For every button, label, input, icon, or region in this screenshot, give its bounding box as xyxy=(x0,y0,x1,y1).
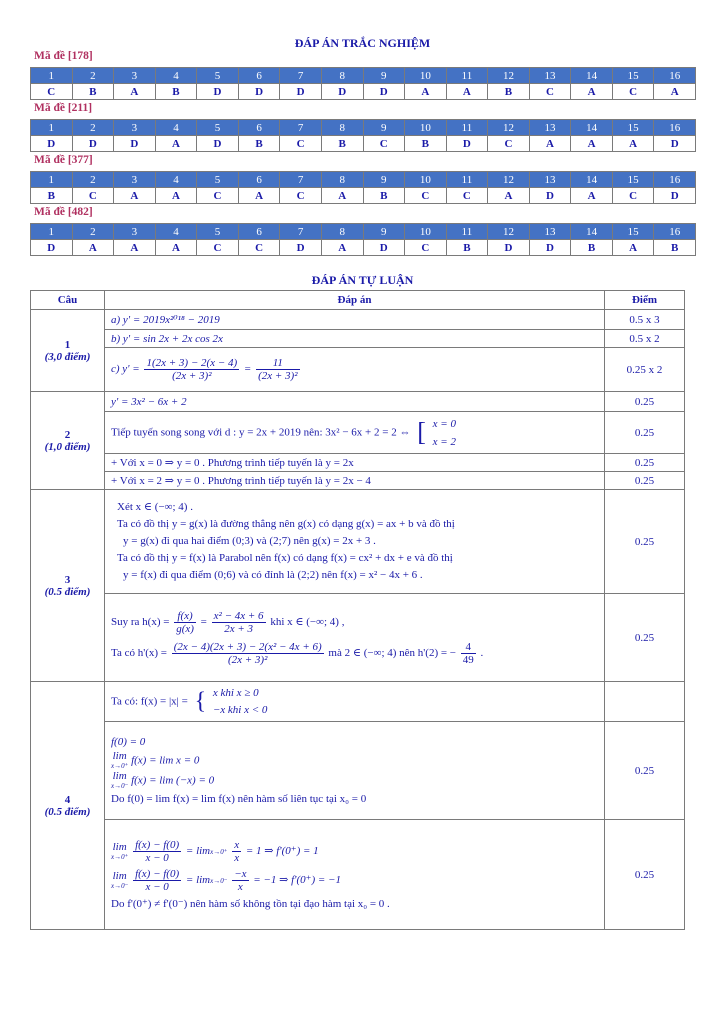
question-number-cell: 12 xyxy=(488,68,530,84)
answer-cell: A xyxy=(321,240,363,256)
answer-cell: A xyxy=(488,188,530,204)
question-number-cell: 15 xyxy=(612,68,654,84)
answer-cell: C xyxy=(529,84,571,100)
question-number-cell: 15 xyxy=(612,120,654,136)
answer-cell: D xyxy=(363,240,405,256)
question-number-cell: 7 xyxy=(280,172,322,188)
question-number-cell: 9 xyxy=(363,172,405,188)
question-number-cell: 5 xyxy=(197,120,239,136)
answer-cell: A xyxy=(571,136,613,152)
answer-cell: A xyxy=(72,240,114,256)
answer-cell: A xyxy=(155,240,197,256)
answer-cell: D xyxy=(238,84,280,100)
question-number-cell: 9 xyxy=(363,68,405,84)
question-number-cell: 2 xyxy=(72,172,114,188)
question-number-cell: 14 xyxy=(571,224,613,240)
answer-cell: B xyxy=(654,240,696,256)
question-number-cell: 14 xyxy=(571,68,613,84)
answer-cell: A xyxy=(114,240,156,256)
question-number-cell: 7 xyxy=(280,224,322,240)
essay-title: ĐÁP ÁN TỰ LUẬN xyxy=(311,273,414,287)
q1-part-a-points: 0.5 x 3 xyxy=(605,310,685,330)
question-number-cell: 13 xyxy=(529,224,571,240)
header-answer: Đáp án xyxy=(105,291,605,310)
answer-cell: B xyxy=(571,240,613,256)
question-number-cell: 7 xyxy=(280,68,322,84)
q2-case-x0-points: 0.25 xyxy=(605,454,685,472)
answer-cell: A xyxy=(155,136,197,152)
question-number-cell: 12 xyxy=(488,224,530,240)
answer-cell: C xyxy=(238,240,280,256)
question-number-cell: 11 xyxy=(446,68,488,84)
question-number-cell: 3 xyxy=(114,68,156,84)
question-number-cell: 16 xyxy=(654,224,696,240)
q4-continuity: f(0) = 0 lim x→0⁺ f(x) = lim x = 0 lim x→0⁻ f(x) = lim (−x) = 0 Do f(0) = lim f(x) = lim f(x) nên hàm số liên tục tại x₀ = 0 xyxy=(105,722,605,820)
question-number-cell: 3 xyxy=(114,224,156,240)
answer-cell: A xyxy=(612,240,654,256)
answer-row xyxy=(31,84,696,100)
question-number-cell: 3 xyxy=(114,172,156,188)
q2-case-x2-points: 0.25 xyxy=(605,472,685,490)
question-number-cell: 6 xyxy=(238,120,280,136)
answer-cell: D xyxy=(114,136,156,152)
q1-part-a: a) y' = 2019x²⁰¹⁸ − 2019 xyxy=(105,310,605,330)
answer-cell: A xyxy=(571,84,613,100)
question-number-cell: 5 xyxy=(197,172,239,188)
question-number-cell: 5 xyxy=(197,224,239,240)
answer-cell: D xyxy=(31,136,73,152)
q4-differentiability: lim x→0⁺ $\frac{f(x) - f(0)}{x - 0}$ = lim x→0⁺ $\frac{x}{x}$ = 1 ⇒ f'(0⁺) = 1 lim x→0⁻ $\frac{f(x) - f(0)}{x - 0}$ = lim x→0⁻ $\frac{-x}{x}$ = −1 ⇒ f'(0⁺) = −1 Do f'(0⁺) ≠ f'(0⁻) nên hàm số không tồn tại đạo hàm tại x₀ = 0 . xyxy=(105,820,605,930)
answer-cell: D xyxy=(363,84,405,100)
answer-cell: D xyxy=(72,136,114,152)
q2-tangent-condition: Tiếp tuyến song song với d : y = 2x + 2019 nên: 3x² − 6x + 2 = 2 ⇔ [ x = 0 x = 2 xyxy=(105,412,605,454)
question-number-cell: 6 xyxy=(238,172,280,188)
answer-cell: A xyxy=(571,188,613,204)
question-number-cell: 10 xyxy=(405,120,447,136)
answer-cell: A xyxy=(405,84,447,100)
q1-part-c-points: 0.25 x 2 xyxy=(605,348,685,392)
answer-cell: C xyxy=(612,84,654,100)
answer-cell: D xyxy=(197,84,239,100)
question-number-cell: 14 xyxy=(571,172,613,188)
answer-cell: D xyxy=(446,136,488,152)
exam-code-label: Mã đề [211] xyxy=(34,102,93,114)
answer-cell: A xyxy=(446,84,488,100)
answer-table xyxy=(30,119,696,152)
q2-tangent-condition-points: 0.25 xyxy=(605,412,685,454)
question-number-cell: 15 xyxy=(612,172,654,188)
question-number-cell: 15 xyxy=(612,224,654,240)
answer-row xyxy=(31,136,696,152)
question-number-cell: 16 xyxy=(654,68,696,84)
answer-row xyxy=(31,188,696,204)
question-number-cell: 6 xyxy=(238,224,280,240)
answer-cell: C xyxy=(31,84,73,100)
q4-differentiability-points: 0.25 xyxy=(605,820,685,930)
q1-part-c: c) y' = $\frac{1(2x + 3) - 2(x - 4)}{\text{(2x + 3)²}}$ = $\frac{11}{\text{(2x + 3)²}}$ xyxy=(105,348,605,392)
q4-definition-points xyxy=(605,682,685,722)
q3-result: Suy ra h(x) = $\frac{f(x)}{g(x)}$ = $\frac{\text{x² − 4x + 6}}{2x + 3}$ khi x ∈ (−∞; 4) , Ta có h'(x) = $\frac{\text{(2x − 4)(2x + 3) − 2(x² − 4x + 6)}}{\text{(2x + 3)²}}$ mà 2 ∈ (−∞; 4) nên h'(2) = − $\frac{4}{49}$ . xyxy=(105,594,605,682)
answer-cell: A xyxy=(612,136,654,152)
q4-definition: Ta có: f(x) = |x| = { x khi x ≥ 0 −x khi x < 0 xyxy=(105,682,605,722)
answer-cell: B xyxy=(405,136,447,152)
answer-table xyxy=(30,67,696,100)
q4-label: 4 (0.5 điểm) xyxy=(31,682,105,930)
q2-case-x0: + Với x = 0 ⇒ y = 0 . Phương trình tiếp tuyến là y = 2x xyxy=(105,454,605,472)
q3-setup: Xét x ∈ (−∞; 4) . Ta có đồ thị y = g(x) là đường thẳng nên g(x) có dạng g(x) = ax + b và đồ thị y = g(x) đi qua hai điểm (0;3) và (2;7) nên g(x) = 2x + 3 . Ta có đồ thị y = f(x) là Parabol nên f(x) có dạng f(x) = cx² + dx + e và đồ thị y = f(x) đi qua điểm (0;6) và có đỉnh là (2;2) nên f(x) = x² − 4x + 6 . xyxy=(105,490,605,594)
question-number-row xyxy=(31,68,696,84)
question-number-cell: 8 xyxy=(321,68,363,84)
answer-table xyxy=(30,223,696,256)
header-question: Câu xyxy=(31,291,105,310)
q2-label: 2 (1,0 điểm) xyxy=(31,392,105,490)
answer-cell: B xyxy=(155,84,197,100)
answer-cell: A xyxy=(155,188,197,204)
question-number-cell: 2 xyxy=(72,120,114,136)
question-number-cell: 10 xyxy=(405,224,447,240)
answer-cell: A xyxy=(238,188,280,204)
exam-code-label: Mã đề [377] xyxy=(34,154,93,166)
answer-cell: C xyxy=(446,188,488,204)
answer-cell: B xyxy=(321,136,363,152)
q2-case-x2: + Với x = 2 ⇒ y = 0 . Phương trình tiếp tuyến là y = 2x − 4 xyxy=(105,472,605,490)
question-number-cell: 5 xyxy=(197,68,239,84)
question-number-cell: 10 xyxy=(405,68,447,84)
answer-cell: D xyxy=(197,136,239,152)
answer-cell: C xyxy=(197,240,239,256)
answer-cell: C xyxy=(363,136,405,152)
answer-cell: C xyxy=(405,240,447,256)
question-number-cell: 9 xyxy=(363,120,405,136)
answer-cell: A xyxy=(529,136,571,152)
question-number-cell: 13 xyxy=(529,172,571,188)
question-number-cell: 4 xyxy=(155,120,197,136)
q1-part-b-points: 0.5 x 2 xyxy=(605,330,685,348)
question-number-cell: 6 xyxy=(238,68,280,84)
exam-code-label: Mã đề [482] xyxy=(34,206,93,218)
q3-label: 3 (0.5 điểm) xyxy=(31,490,105,682)
question-number-cell: 1 xyxy=(31,224,73,240)
exam-code-label: Mã đề [178] xyxy=(34,50,93,62)
answer-cell: B xyxy=(238,136,280,152)
answer-row xyxy=(31,240,696,256)
question-number-row xyxy=(31,172,696,188)
question-number-cell: 2 xyxy=(72,224,114,240)
answer-cell: B xyxy=(31,188,73,204)
answer-cell: C xyxy=(280,136,322,152)
question-number-cell: 1 xyxy=(31,68,73,84)
q2-derivative-points: 0.25 xyxy=(605,392,685,412)
answer-cell: D xyxy=(280,240,322,256)
answer-cell: B xyxy=(72,84,114,100)
answer-cell: D xyxy=(529,240,571,256)
q3-setup-points: 0.25 xyxy=(605,490,685,594)
answer-cell: C xyxy=(72,188,114,204)
answer-cell: C xyxy=(612,188,654,204)
answer-cell: B xyxy=(488,84,530,100)
question-number-cell: 11 xyxy=(446,172,488,188)
question-number-cell: 7 xyxy=(280,120,322,136)
answer-cell: D xyxy=(529,188,571,204)
q1-label: 1 (3,0 điểm) xyxy=(31,310,105,392)
answer-cell: C xyxy=(488,136,530,152)
question-number-cell: 14 xyxy=(571,120,613,136)
answer-cell: C xyxy=(405,188,447,204)
answer-cell: D xyxy=(31,240,73,256)
q2-derivative: y' = 3x² − 6x + 2 xyxy=(105,392,605,412)
answer-cell: B xyxy=(363,188,405,204)
q1-part-b: b) y' = sin 2x + 2x cos 2x xyxy=(105,330,605,348)
answer-cell: C xyxy=(280,188,322,204)
answer-cell: D xyxy=(654,136,696,152)
question-number-cell: 1 xyxy=(31,172,73,188)
header-points: Điểm xyxy=(605,291,685,310)
question-number-cell: 10 xyxy=(405,172,447,188)
question-number-cell: 8 xyxy=(321,120,363,136)
essay-answer-table xyxy=(30,290,685,930)
question-number-row xyxy=(31,120,696,136)
question-number-cell: 4 xyxy=(155,68,197,84)
answer-cell: D xyxy=(280,84,322,100)
answer-cell: B xyxy=(446,240,488,256)
question-number-cell: 16 xyxy=(654,120,696,136)
question-number-cell: 3 xyxy=(114,120,156,136)
answer-cell: A xyxy=(114,188,156,204)
answer-cell: A xyxy=(321,188,363,204)
question-number-cell: 4 xyxy=(155,172,197,188)
answer-cell: D xyxy=(654,188,696,204)
q3-result-points: 0.25 xyxy=(605,594,685,682)
question-number-cell: 9 xyxy=(363,224,405,240)
answer-cell: D xyxy=(321,84,363,100)
answer-cell: A xyxy=(114,84,156,100)
answer-cell: D xyxy=(488,240,530,256)
question-number-cell: 8 xyxy=(321,224,363,240)
answer-table xyxy=(30,171,696,204)
question-number-cell: 2 xyxy=(72,68,114,84)
question-number-row xyxy=(31,224,696,240)
question-number-cell: 8 xyxy=(321,172,363,188)
q4-continuity-points: 0.25 xyxy=(605,722,685,820)
question-number-cell: 13 xyxy=(529,68,571,84)
mc-title: ĐÁP ÁN TRẮC NGHIỆM xyxy=(294,36,431,50)
question-number-cell: 12 xyxy=(488,120,530,136)
question-number-cell: 16 xyxy=(654,172,696,188)
answer-cell: A xyxy=(654,84,696,100)
question-number-cell: 12 xyxy=(488,172,530,188)
question-number-cell: 13 xyxy=(529,120,571,136)
answer-cell: C xyxy=(197,188,239,204)
question-number-cell: 4 xyxy=(155,224,197,240)
question-number-cell: 11 xyxy=(446,120,488,136)
question-number-cell: 11 xyxy=(446,224,488,240)
question-number-cell: 1 xyxy=(31,120,73,136)
